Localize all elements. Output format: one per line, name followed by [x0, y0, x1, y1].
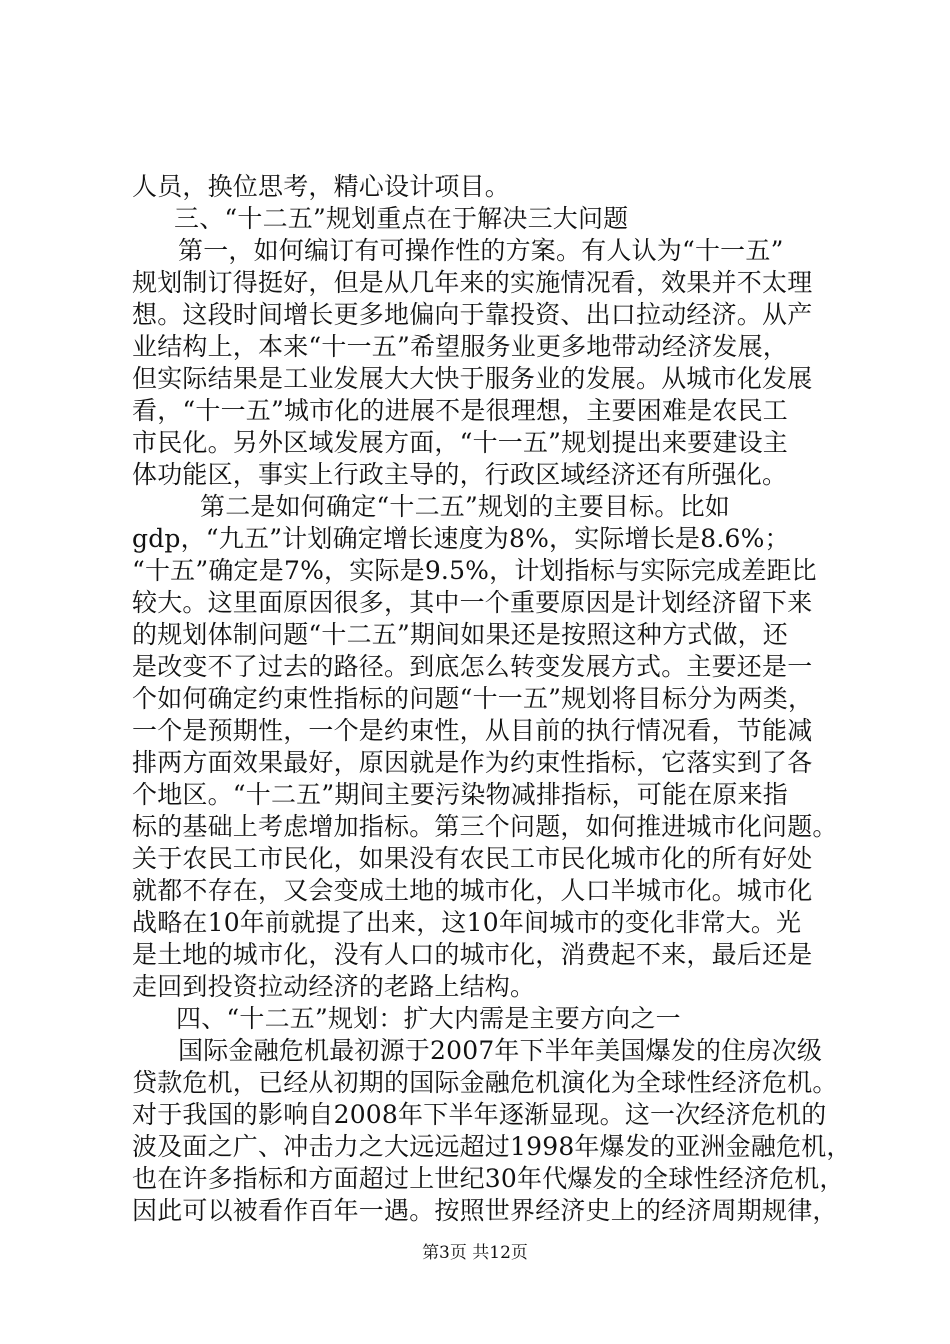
text-line: 是土地的城市化，没有人口的城市化，消费起不来，最后还是	[132, 940, 813, 969]
section-heading: 四、“十二五”规划：扩大内需是主要方向之一	[176, 1004, 681, 1033]
text-line: 是改变不了过去的路径。到底怎么转变发展方式。主要还是一	[132, 652, 813, 681]
text-line: 业结构上，本来“十一五”希望服务业更多地带动经济发展，	[132, 332, 788, 361]
text-line: 市民化。另外区域发展方面，“十一五”规划提出来要建设主	[132, 428, 788, 457]
text-line: 的规划体制问题“十二五”期间如果还是按照这种方式做，还	[132, 620, 788, 649]
text-line: 贷款危机，已经从初期的国际金融危机演化为全球性经济危机。	[132, 1068, 838, 1097]
text-line: 波及面之广、冲击力之大远远超过1998年爆发的亚洲金融危机，	[132, 1132, 852, 1161]
text-line: 对于我国的影响自2008年下半年逐渐显现。这一次经济危机的	[132, 1100, 827, 1129]
text-line: 但实际结果是工业发展大大快于服务业的发展。从城市化发展	[132, 364, 813, 393]
text-line: “十五”确定是7%，实际是9.5%，计划指标与实际完成差距比	[132, 556, 817, 585]
text-line: 一个是预期性，一个是约束性，从目前的执行情况看，节能减	[132, 716, 813, 745]
text-line: 也在许多指标和方面超过上世纪30年代爆发的全球性经济危机，	[132, 1164, 845, 1193]
text-line: 关于农民工市民化，如果没有农民工市民化城市化的所有好处	[132, 844, 813, 873]
text-line: 因此可以被看作百年一遇。按照世界经济史上的经济周期规律，	[132, 1196, 838, 1225]
text-line: 个如何确定约束性指标的问题“十一五”规划将目标分为两类，	[132, 684, 814, 713]
paragraph-start: 第一，如何编订有可操作性的方案。有人认为“十一五”	[178, 236, 784, 265]
text-line: 体功能区，事实上行政主导的，行政区域经济还有所强化。	[132, 460, 788, 489]
text-line: 就都不存在，又会变成土地的城市化，人口半城市化。城市化	[132, 876, 813, 905]
text-line: 走回到投资拉动经济的老路上结构。	[132, 972, 536, 1001]
text-line: 较大。这里面原因很多，其中一个重要原因是计划经济留下来	[132, 588, 813, 617]
text-line: 个地区。“十二五”期间主要污染物减排指标，可能在原来指	[132, 780, 788, 809]
section-heading: 三、“十二五”规划重点在于解决三大问题	[174, 204, 629, 233]
paragraph-start: 国际金融危机最初源于2007年下半年美国爆发的住房次级	[178, 1036, 823, 1065]
text-line: 标的基础上考虑增加指标。第三个问题，如何推进城市化问题。	[132, 812, 838, 841]
text-line: 想。这段时间增长更多地偏向于靠投资、出口拉动经济。从产	[132, 300, 813, 329]
paragraph-start: 第二是如何确定“十二五”规划的主要目标。比如	[200, 492, 730, 521]
text-line: 排两方面效果最好，原因就是作为约束性指标，它落实到了各	[132, 748, 813, 777]
page-footer: 第3页 共12页	[422, 1243, 528, 1263]
text-line: 看，“十一五”城市化的进展不是很理想，主要困难是农民工	[132, 396, 788, 425]
text-line: 规划制订得挺好，但是从几年来的实施情况看，效果并不太理	[132, 268, 813, 297]
text-line: 战略在10年前就提了出来，这10年间城市的变化非常大。光	[132, 908, 802, 937]
text-line: 人员，换位思考，精心设计项目。	[132, 172, 511, 201]
text-line: gdp，“九五”计划确定增长速度为8%，实际增长是8.6%；	[132, 524, 790, 553]
